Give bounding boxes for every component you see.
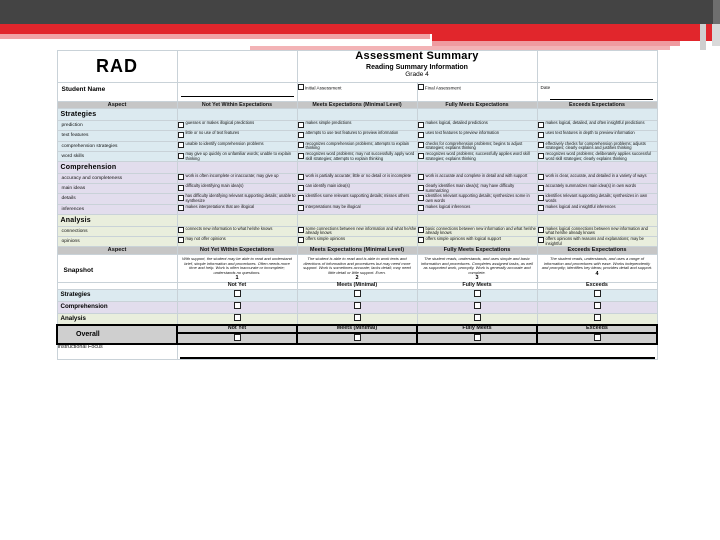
overall-header-not-yet: Not Yet [177, 325, 297, 333]
descriptor-cell-fully[interactable] [417, 121, 537, 131]
snapshot-header-row [57, 247, 657, 255]
overall-header-meets: Meets (Minimal) [297, 325, 417, 333]
snapshot-level-cell[interactable] [537, 254, 657, 282]
header-fully: Fully Meets Expectations [417, 102, 537, 109]
section-title-spacer [297, 109, 417, 121]
descriptor-text: attempts to use text features to preview information [305, 130, 399, 136]
summary-row-label: Strategies [60, 291, 91, 299]
snapshot-row [57, 254, 657, 282]
document-subtitle: Reading Summary Information [366, 63, 468, 71]
instructional-focus-row [57, 344, 657, 360]
summary-checkbox-fully[interactable] [474, 302, 481, 309]
summary-checkbox-cell-fully[interactable] [417, 290, 537, 302]
descriptor-checkbox[interactable] [298, 227, 304, 233]
rubric-row [57, 204, 657, 214]
section-title: Strategies [60, 111, 97, 119]
snapshot-level-cell[interactable] [417, 254, 537, 282]
descriptor-text: makes simple predictions [305, 120, 352, 126]
summary-checkbox-exceeds[interactable] [594, 290, 601, 297]
rubric-row [57, 236, 657, 246]
descriptor-checkbox[interactable] [178, 153, 184, 159]
descriptor-checkbox[interactable] [178, 227, 184, 233]
descriptor-checkbox[interactable] [538, 185, 544, 191]
descriptor-text: recognizes word problems; successfully applies word skill strategies; explains thinking [425, 150, 530, 161]
descriptor-checkbox[interactable] [298, 153, 304, 159]
summary-header-blank [57, 283, 177, 290]
aspect-label: inferences [61, 206, 85, 212]
descriptor-checkbox[interactable] [418, 142, 424, 148]
section-title-row [57, 109, 657, 121]
descriptor-checkbox[interactable] [298, 185, 304, 191]
descriptor-cell-meets[interactable] [297, 121, 417, 131]
section-title-spacer [537, 109, 657, 121]
snapshot-level-text: The student reads, understands, and uses simple and basic information and procedures. Completes assigned tasks, as well as supported work, promptly. Work is generally accurate and complete. [420, 255, 534, 275]
descriptor-text: makes logical inferences [425, 203, 471, 209]
descriptor-text: makes logical and insightful inferences [545, 203, 616, 209]
descriptor-cell-not-yet[interactable] [177, 236, 297, 246]
aspect-cell [57, 121, 177, 131]
snapshot-header-fully: Fully Meets Expectations [417, 247, 537, 255]
final-assessment-label: Final Assessment [424, 86, 461, 92]
summary-row-label: Analysis [60, 314, 86, 322]
section-title-cell [57, 109, 177, 121]
date-label: Date [540, 85, 551, 91]
summary-checkbox-not-yet[interactable] [234, 314, 241, 321]
aspect-cell [57, 131, 177, 141]
descriptor-cell-fully[interactable] [417, 131, 537, 141]
descriptor-cell-not-yet[interactable] [177, 204, 297, 214]
section-title-spacer [297, 215, 417, 227]
descriptor-text: offers simple opinions [305, 235, 346, 241]
descriptor-text: basic connections between new information and what he/she already knows [425, 225, 536, 236]
descriptor-cell-meets[interactable] [297, 184, 417, 194]
rubric-row [57, 141, 657, 151]
descriptor-text: makes logical, detailed predictions [425, 120, 488, 126]
descriptor-checkbox[interactable] [538, 142, 544, 148]
descriptor-text: may not offer opinions [185, 235, 226, 241]
descriptor-checkbox[interactable] [418, 237, 424, 243]
descriptor-cell-exceeds[interactable] [537, 131, 657, 141]
descriptor-checkbox[interactable] [298, 142, 304, 148]
descriptor-checkbox[interactable] [178, 185, 184, 191]
descriptor-checkbox[interactable] [418, 153, 424, 159]
descriptor-cell-not-yet[interactable] [177, 226, 297, 236]
rad-logo: RAD [96, 56, 138, 76]
instructional-focus-input[interactable] [180, 347, 655, 359]
descriptor-cell-fully[interactable] [417, 236, 537, 246]
rubric-row [57, 184, 657, 194]
aspect-label: word skills [61, 153, 85, 159]
title-spacer-cell-right [537, 51, 657, 83]
snapshot-level-number: 1 [235, 275, 239, 282]
summary-checkbox-cell-exceeds[interactable] [537, 290, 657, 302]
descriptor-text: work is clear, accurate, and detailed in a variety of ways [545, 172, 647, 178]
title-cell [297, 51, 537, 83]
date-cell[interactable] [537, 83, 657, 102]
header-not-yet: Not Yet Within Expectations [177, 102, 297, 109]
summary-checkbox-cell-not-yet[interactable] [177, 313, 297, 325]
descriptor-text: unable to identify comprehension problems [185, 140, 264, 146]
descriptor-checkbox[interactable] [538, 227, 544, 233]
summary-row-label-cell [57, 290, 177, 302]
title-spacer-cell [177, 51, 297, 83]
document-title: Assessment Summary [355, 50, 479, 62]
descriptor-cell-meets[interactable] [297, 173, 417, 183]
descriptor-checkbox[interactable] [298, 122, 304, 128]
descriptor-checkbox[interactable] [418, 227, 424, 233]
rubric-row [57, 121, 657, 131]
summary-row [57, 301, 657, 313]
descriptor-cell-exceeds[interactable] [537, 204, 657, 214]
descriptor-cell-meets[interactable] [297, 151, 417, 161]
descriptor-text: accurately summarizes main idea(s) in own words [545, 183, 637, 189]
summary-checkbox-cell-meets[interactable] [297, 290, 417, 302]
overall-header-fully: Fully Meets [417, 325, 537, 333]
initial-assessment-checkbox[interactable] [298, 84, 304, 90]
descriptor-text: can identify main idea(s) [305, 183, 350, 189]
summary-checkbox-meets[interactable] [354, 314, 361, 321]
descriptor-cell-fully[interactable] [417, 151, 537, 161]
final-assessment-cell[interactable] [417, 83, 537, 102]
overall-label-cell [57, 325, 177, 343]
descriptor-text: makes logical connections between new information and what he/she already knows [545, 225, 648, 236]
descriptor-text: uses text features in depth to preview information [545, 130, 635, 136]
descriptor-checkbox[interactable] [178, 237, 184, 243]
section-title-row [57, 215, 657, 227]
descriptor-text: interpretations may be illogical [305, 203, 361, 209]
descriptor-cell-exceeds[interactable] [537, 194, 657, 204]
rubric-sections [57, 109, 657, 247]
snapshot-header-aspect: Aspect [57, 247, 177, 255]
descriptor-checkbox[interactable] [178, 132, 184, 138]
summary-checkbox-not-yet[interactable] [234, 302, 241, 309]
descriptor-text: uses text features to preview information [425, 130, 499, 136]
descriptor-text: identifies relevant supporting details; synthesizes some in own words [425, 193, 530, 204]
descriptor-cell-exceeds[interactable] [537, 141, 657, 151]
aspect-label: prediction [61, 123, 83, 129]
section-title-spacer [417, 215, 537, 227]
descriptor-cell-exceeds[interactable] [537, 236, 657, 246]
descriptor-cell-meets[interactable] [297, 236, 417, 246]
descriptor-cell-not-yet[interactable] [177, 131, 297, 141]
descriptor-checkbox[interactable] [538, 122, 544, 128]
descriptor-checkbox[interactable] [418, 174, 424, 180]
summary-checkbox-meets[interactable] [354, 290, 361, 297]
descriptor-text: identifies relevant supporting details; synthesizes in own words [545, 193, 648, 204]
overall-checkbox-exceeds[interactable] [594, 334, 601, 341]
descriptor-cell-fully[interactable] [417, 194, 537, 204]
descriptor-checkbox[interactable] [298, 174, 304, 180]
assessment-summary-document [56, 50, 656, 505]
initial-assessment-cell[interactable] [297, 83, 417, 102]
descriptor-checkbox[interactable] [538, 195, 544, 201]
snapshot-level-number: 4 [595, 270, 599, 277]
section-title: Analysis [60, 217, 91, 224]
summary-checkbox-cell-exceeds[interactable] [537, 301, 657, 313]
overall-header-row [57, 325, 657, 333]
slide-accent-tab-red [432, 24, 716, 41]
descriptor-checkbox[interactable] [298, 195, 304, 201]
overall-checkbox-meets-cell[interactable] [297, 333, 417, 344]
descriptor-cell-meets[interactable] [297, 204, 417, 214]
date-input[interactable] [550, 92, 653, 100]
descriptor-cell-not-yet[interactable] [177, 184, 297, 194]
descriptor-text: offers simple opinions with logical support [425, 235, 501, 241]
descriptor-checkbox[interactable] [538, 237, 544, 243]
summary-checkbox-fully[interactable] [474, 314, 481, 321]
section-title-row [57, 162, 657, 174]
snapshot-header-meets: Meets Expectations (Minimal Level) [297, 247, 417, 255]
snapshot-level-text: The student is able to read and is able to work texts and directions of information and procedures but may need more support. Work is sometimes accurate; lacks detail; may need little detail or little support. Even. [303, 255, 411, 275]
descriptor-cell-meets[interactable] [297, 131, 417, 141]
descriptor-text: some connections between new information and what he/she already knows [305, 225, 417, 236]
summary-checkbox-cell-exceeds[interactable] [537, 313, 657, 325]
descriptor-checkbox[interactable] [418, 122, 424, 128]
assessment-table [56, 50, 658, 360]
summary-checkbox-cell-not-yet[interactable] [177, 290, 297, 302]
descriptor-cell-fully[interactable] [417, 173, 537, 183]
slide-header-bar [0, 0, 713, 24]
initial-assessment-label: Initial Assessment [304, 86, 342, 92]
descriptor-text: work is partially accurate; little or no detail or is incomplete [305, 172, 412, 178]
rubric-header-row [57, 102, 657, 109]
aspect-label: connections [61, 228, 88, 234]
descriptor-text: recognizes word problems; may not successfully apply word skill strategies; attempts to explain thinking [305, 150, 415, 161]
header-exceeds: Exceeds Expectations [537, 102, 657, 109]
descriptor-checkbox[interactable] [538, 174, 544, 180]
rubric-row [57, 226, 657, 236]
snapshot-header-not-yet: Not Yet Within Expectations [177, 247, 297, 255]
aspect-cell [57, 194, 177, 204]
descriptor-text: clearly identifies main idea(s); may have difficulty summarizing [425, 183, 515, 193]
overall-checkbox-not-yet[interactable] [234, 334, 241, 341]
descriptor-cell-fully[interactable] [417, 226, 537, 236]
section-title-spacer [537, 215, 657, 227]
descriptor-checkbox[interactable] [298, 132, 304, 138]
summary-row-label: Comprehension [60, 302, 108, 310]
rubric-row [57, 131, 657, 141]
instructional-focus-label: Instructional Focus [57, 344, 177, 360]
overall-label: Overall [76, 331, 100, 339]
descriptor-text: makes interpretations that are illogical [185, 203, 255, 209]
student-name-label-cell [57, 83, 177, 102]
summary-row-label-cell [57, 313, 177, 325]
descriptor-text: little or no use of text features [185, 130, 240, 136]
descriptor-checkbox[interactable] [178, 195, 184, 201]
instructional-focus-input-cell[interactable] [177, 344, 657, 360]
descriptor-cell-not-yet[interactable] [177, 194, 297, 204]
section-title-spacer [417, 162, 537, 174]
summary-rows [57, 290, 657, 326]
descriptor-text: offers opinions with reasons and explanations; may be insightful [545, 235, 644, 246]
overall-checkbox-fully[interactable] [474, 334, 481, 341]
aspect-label: text features [61, 133, 89, 139]
summary-header-fully: Fully Meets [417, 283, 537, 290]
summary-row-label-cell [57, 301, 177, 313]
overall-checkbox-meets[interactable] [354, 334, 361, 341]
rubric-row [57, 194, 657, 204]
descriptor-cell-exceeds[interactable] [537, 121, 657, 131]
logo-cell [57, 51, 177, 83]
descriptor-text: recognizes comprehension problems; attempts to explain thinking [305, 140, 410, 151]
snapshot-level-text: With support, the student may be able to read and understand brief, simple information and procedures. Often needs more time and help. Work is often inaccurate or incomplete; understands no questions. [182, 255, 292, 275]
descriptor-text: may give up quickly on unfamiliar words; unable to explain thinking [185, 150, 292, 161]
descriptor-text: work is accurate and complete in detail and with support [425, 172, 528, 178]
slide-edge-shadow [700, 24, 706, 50]
header-aspect: Aspect [57, 102, 177, 109]
section-title-spacer [177, 109, 297, 121]
summary-checkbox-fully[interactable] [474, 290, 481, 297]
descriptor-checkbox[interactable] [418, 132, 424, 138]
summary-checkbox-cell-fully[interactable] [417, 301, 537, 313]
slide-header-bar-right [713, 0, 720, 24]
aspect-label: comprehension strategies [61, 143, 118, 149]
descriptor-checkbox[interactable] [418, 185, 424, 191]
descriptor-cell-exceeds[interactable] [537, 226, 657, 236]
final-assessment-checkbox[interactable] [418, 84, 424, 90]
slide-edge-shadow-outer [712, 24, 720, 46]
slide-accent-bar-pink-left [0, 34, 430, 39]
aspect-label: main ideas [61, 186, 86, 192]
summary-checkbox-exceeds[interactable] [594, 314, 601, 321]
descriptor-cell-not-yet[interactable] [177, 173, 297, 183]
descriptor-checkbox[interactable] [298, 205, 304, 211]
student-name-label: Student Name [61, 86, 106, 94]
section-title-spacer [177, 215, 297, 227]
summary-checkbox-cell-fully[interactable] [417, 313, 537, 325]
snapshot-label-cell [57, 254, 177, 282]
summary-checkbox-exceeds[interactable] [594, 302, 601, 309]
descriptor-cell-meets[interactable] [297, 141, 417, 151]
summary-header-exceeds: Exceeds [537, 283, 657, 290]
student-name-row [57, 83, 657, 102]
aspect-cell [57, 204, 177, 214]
section-title: Comprehension [60, 164, 117, 172]
descriptor-checkbox[interactable] [538, 132, 544, 138]
section-title-spacer [537, 162, 657, 174]
descriptor-cell-fully[interactable] [417, 204, 537, 214]
descriptor-checkbox[interactable] [418, 205, 424, 211]
summary-checkbox-meets[interactable] [354, 302, 361, 309]
aspect-cell [57, 226, 177, 236]
aspect-cell [57, 173, 177, 183]
snapshot-level-number: 2 [355, 275, 359, 282]
descriptor-checkbox[interactable] [538, 205, 544, 211]
descriptor-checkbox[interactable] [178, 122, 184, 128]
descriptor-cell-exceeds[interactable] [537, 173, 657, 183]
summary-header-meets: Meets (Minimal) [297, 283, 417, 290]
descriptor-text: difficulty identifying main idea(s) [185, 183, 244, 189]
snapshot-label: Snapshot [63, 266, 94, 274]
section-title-spacer [417, 109, 537, 121]
summary-header-row [57, 283, 657, 290]
descriptor-cell-exceeds[interactable] [537, 151, 657, 161]
overall-checkbox-fully-cell[interactable] [417, 333, 537, 344]
snapshot-level-cell[interactable] [177, 254, 297, 282]
descriptor-text: recognizes word problems; deliberately applies successful word skill strategies; clearly explains thinking [545, 150, 651, 161]
aspect-cell [57, 151, 177, 161]
descriptor-text: identifies some relevant supporting details; misses others [305, 193, 410, 199]
summary-row [57, 313, 657, 325]
descriptor-cell-fully[interactable] [417, 141, 537, 151]
descriptor-cell-exceeds[interactable] [537, 184, 657, 194]
student-name-input[interactable] [181, 87, 294, 97]
summary-checkbox-cell-not-yet[interactable] [177, 301, 297, 313]
section-title-spacer [297, 162, 417, 174]
summary-checkbox-cell-meets[interactable] [297, 301, 417, 313]
summary-checkbox-not-yet[interactable] [234, 290, 241, 297]
overall-checkbox-exceeds-cell[interactable] [537, 333, 657, 344]
student-name-input-cell[interactable] [177, 83, 297, 102]
aspect-cell [57, 184, 177, 194]
aspect-cell [57, 236, 177, 246]
summary-header-not-yet: Not Yet [177, 283, 297, 290]
rubric-row [57, 173, 657, 183]
descriptor-checkbox[interactable] [178, 174, 184, 180]
descriptor-cell-meets[interactable] [297, 194, 417, 204]
summary-checkbox-cell-meets[interactable] [297, 313, 417, 325]
aspect-label: details [61, 196, 76, 202]
document-grade: Grade 4 [405, 71, 429, 79]
descriptor-checkbox[interactable] [538, 153, 544, 159]
section-title-cell [57, 215, 177, 227]
descriptor-cell-not-yet[interactable] [177, 121, 297, 131]
summary-row [57, 290, 657, 302]
overall-header-exceeds: Exceeds [537, 325, 657, 333]
rubric-row [57, 151, 657, 161]
descriptor-checkbox[interactable] [298, 237, 304, 243]
descriptor-text: effectively checks for comprehension problems; adjusts strategies; clearly explains and justifies thinking [545, 140, 646, 151]
descriptor-text: connects new information to what he/she knows [185, 225, 273, 231]
section-title-cell [57, 162, 177, 174]
snapshot-header-exceeds: Exceeds Expectations [537, 247, 657, 255]
descriptor-cell-fully[interactable] [417, 184, 537, 194]
descriptor-cell-not-yet[interactable] [177, 141, 297, 151]
document-title-row [57, 51, 657, 83]
descriptor-cell-meets[interactable] [297, 226, 417, 236]
descriptor-text: makes logical, detailed, and often insightful predictions [545, 120, 645, 126]
descriptor-text: has difficulty identifying relevant supporting details; unable to synthesize [185, 193, 296, 204]
snapshot-level-cell[interactable] [297, 254, 417, 282]
snapshot-level-text: The student reads, understands, and uses a range of information and procedures with ease. Works independently and promptly; identifies key ideas; provides detail and support. [541, 255, 653, 271]
snapshot-level-number: 3 [475, 275, 479, 282]
aspect-label: accuracy and completeness [61, 175, 123, 181]
header-meets: Meets Expectations (Minimal Level) [297, 102, 417, 109]
section-title-spacer [177, 162, 297, 174]
descriptor-checkbox[interactable] [418, 195, 424, 201]
descriptor-checkbox[interactable] [178, 205, 184, 211]
descriptor-checkbox[interactable] [178, 142, 184, 148]
descriptor-text: guesses or makes illogical predictions [185, 120, 255, 126]
aspect-label: opinions [61, 238, 80, 244]
descriptor-cell-not-yet[interactable] [177, 151, 297, 161]
aspect-cell [57, 141, 177, 151]
descriptor-text: checks for comprehension problems; begins to adjust strategies; explains thinking [425, 140, 523, 151]
descriptor-text: work is often incomplete or inaccurate; may give up [185, 172, 279, 178]
overall-checkbox-not-yet-cell[interactable] [177, 333, 297, 344]
